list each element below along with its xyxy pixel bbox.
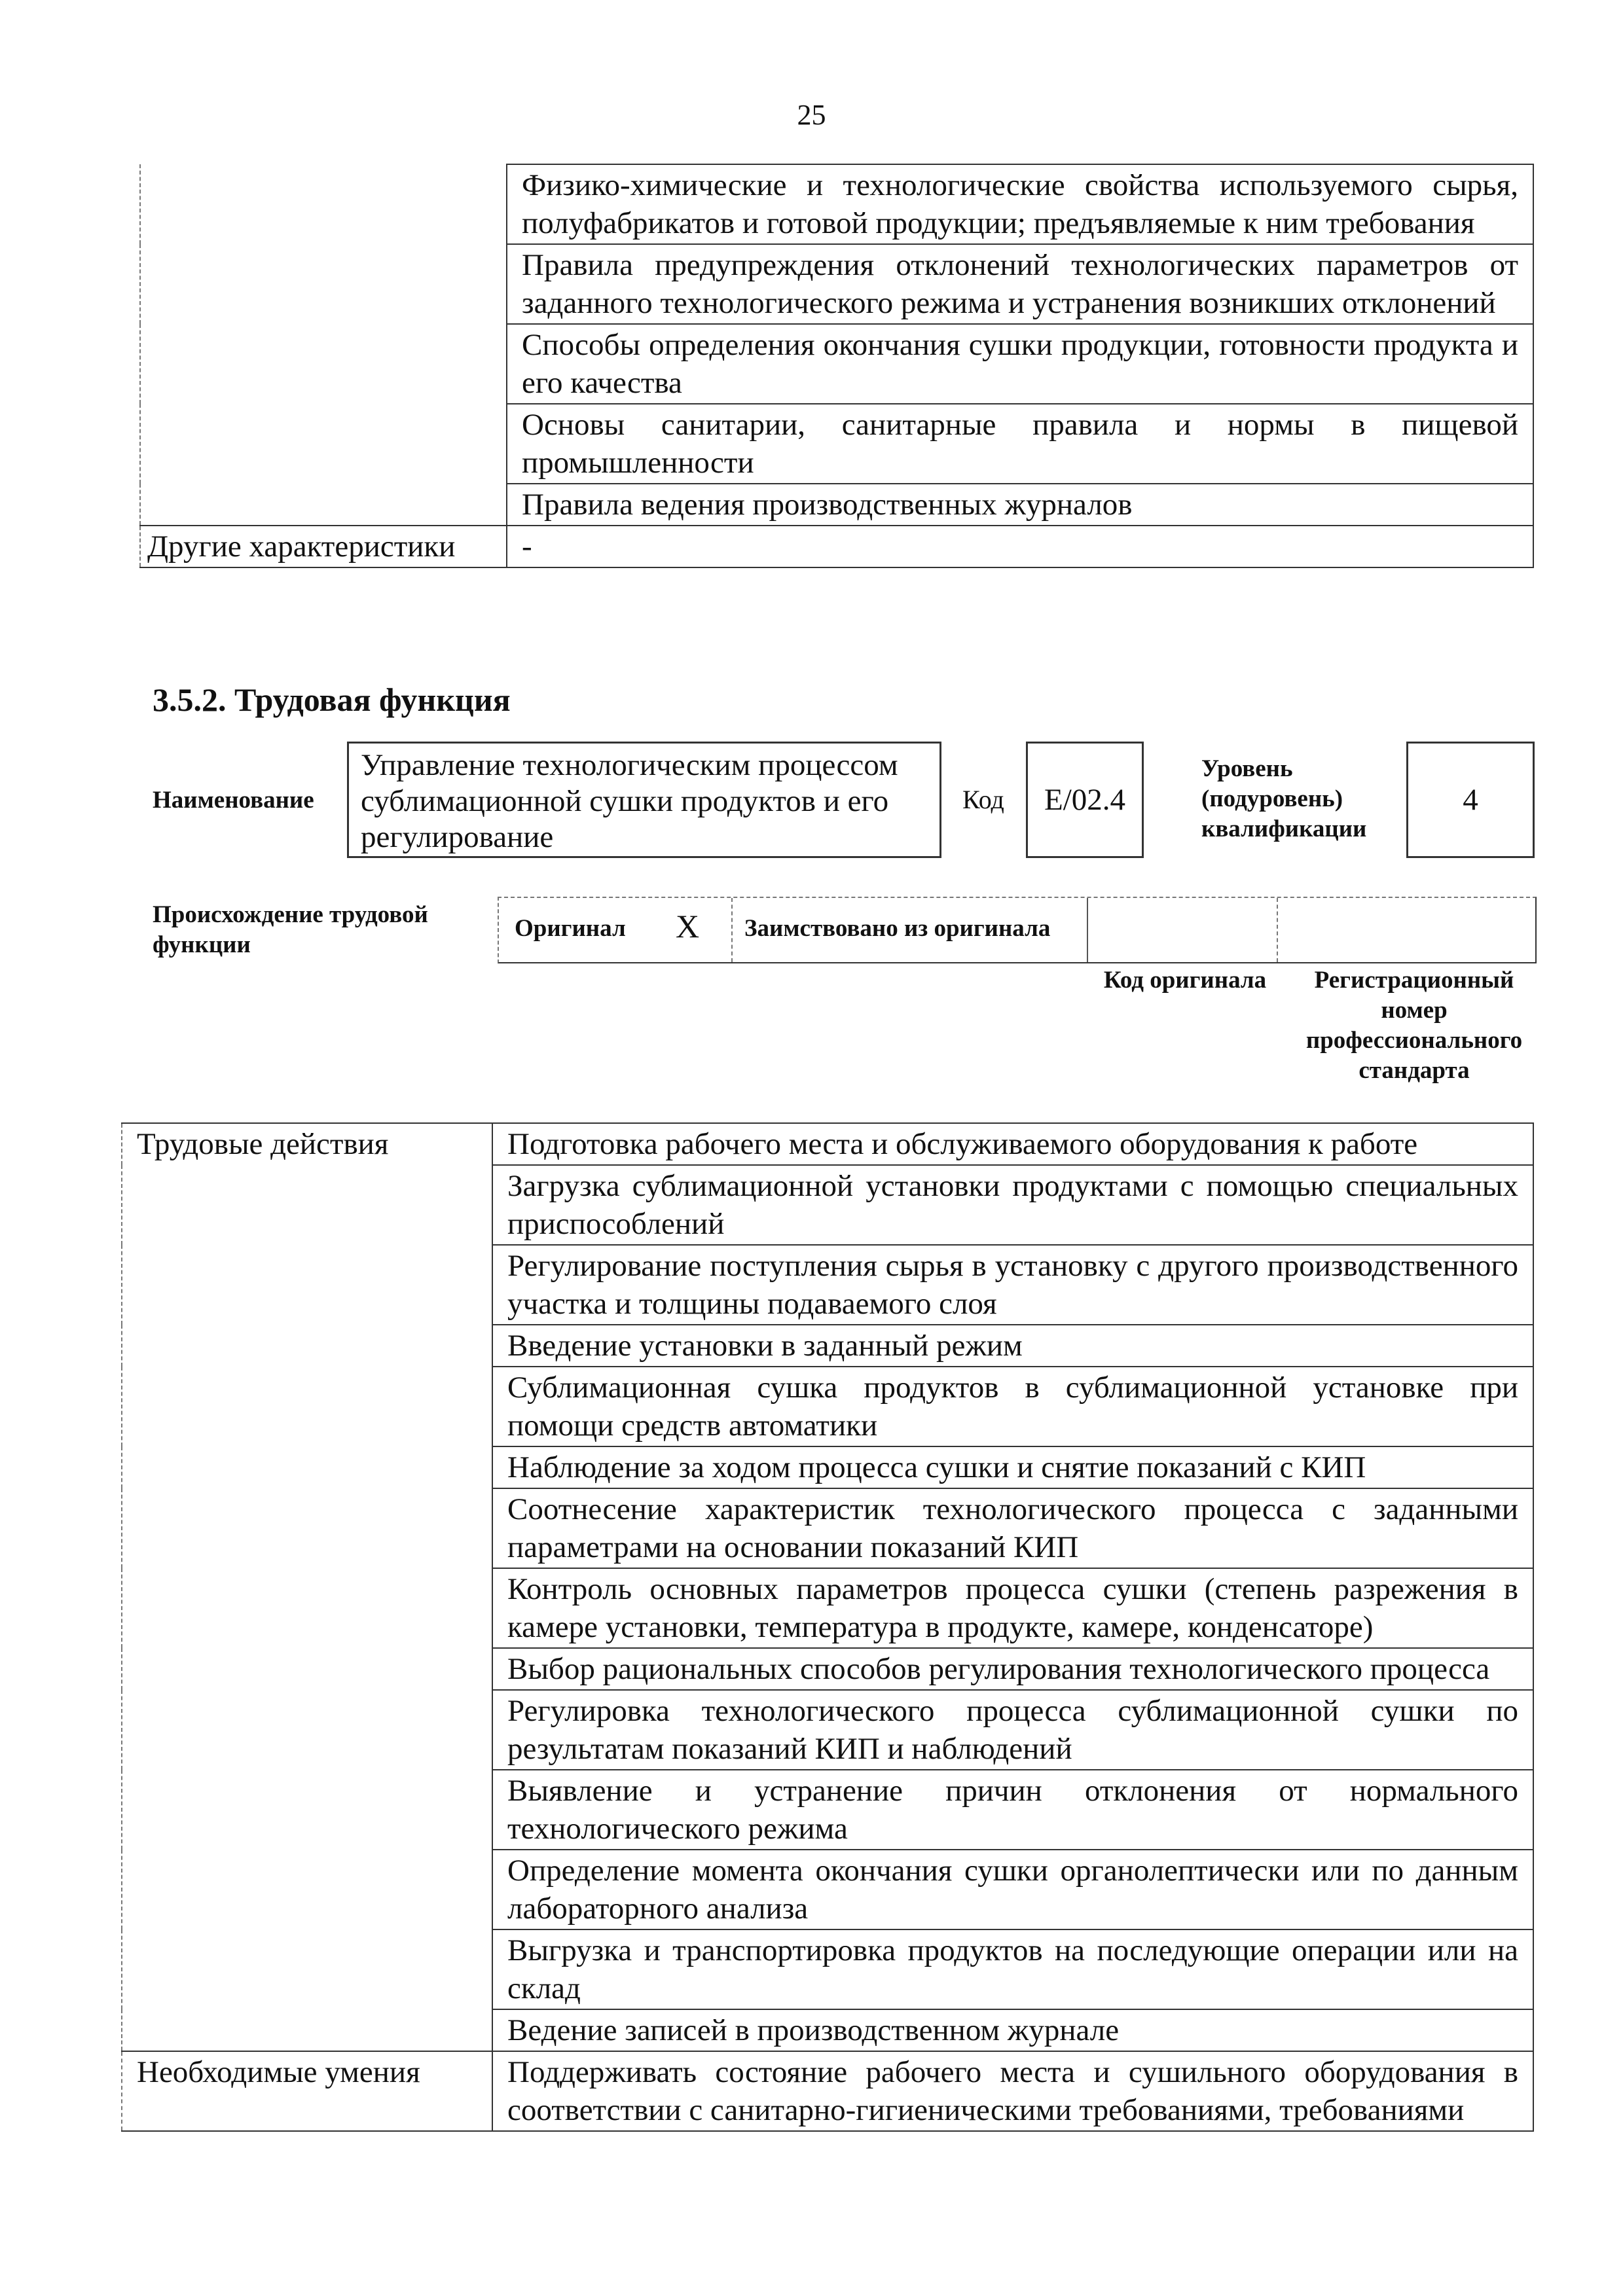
actions-label-cell: Трудовые действия: [122, 1123, 492, 2051]
original-mark: X: [676, 908, 700, 944]
action-item: Контроль основных параметров процесса сушки (степень разрежения в камере установки, температура в продукте, камере, конденсаторе): [492, 1568, 1533, 1648]
divider: [731, 898, 733, 962]
borrowed-label: Заимствовано из оригинала: [744, 915, 1051, 942]
knowledge-item: Правила ведения производственных журналов: [507, 484, 1533, 526]
knowledge-item: Основы санитарии, санитарные правила и нормы в пищевой промышленности: [507, 404, 1533, 484]
code-value-box: E/02.4: [1026, 742, 1144, 858]
knowledge-item: Физико-химические и технологические свойства используемого сырья, полуфабрикатов и готовой продукции; предъявляемые к ним требования: [507, 164, 1533, 244]
action-item: Выгрузка и транспортировка продуктов на последующие операции или на склад: [492, 1929, 1533, 2009]
table-row: [140, 526, 1533, 567]
action-item: Ведение записей в производственном журнале: [492, 2009, 1533, 2051]
code-label: Код: [962, 785, 1004, 814]
level-value-box: 4: [1406, 742, 1535, 858]
knowledge-item: Способы определения окончания сушки продукции, готовности продукта и его качества: [507, 324, 1533, 404]
table-row: [122, 2051, 1533, 2131]
original-label: Оригинал: [515, 915, 626, 942]
actions-table: [121, 1122, 1534, 2132]
action-item: Подготовка рабочего места и обслуживаемого оборудования к работе: [492, 1123, 1533, 1165]
other-characteristics-label: Другие характеристики: [140, 526, 507, 567]
other-characteristics-value: -: [507, 526, 1533, 567]
action-item: Введение установки в заданный режим: [492, 1325, 1533, 1367]
skills-label-cell: Необходимые умения: [122, 2051, 492, 2131]
table-row: [140, 164, 1533, 244]
action-item: Определение момента окончания сушки органолептически или по данным лабораторного анализа: [492, 1850, 1533, 1929]
page-number: 25: [797, 99, 826, 131]
origin-label: Происхождение трудовой функции: [153, 901, 428, 958]
skill-item: Поддерживать состояние рабочего места и сушильного оборудования в соответствии с санитарно-гигиеническими требованиями, требованиями: [492, 2051, 1533, 2131]
action-item: Регулирование поступления сырья в установку с другого производственного участка и толщины подаваемого слоя: [492, 1245, 1533, 1325]
table-row: [122, 1123, 1533, 1165]
action-item: Регулировка технологического процесса сублимационной сушки по результатам показаний КИП и наблюдений: [492, 1690, 1533, 1770]
knowledge-table: [139, 164, 1534, 568]
code-caption: Код оригинала: [1103, 967, 1267, 994]
action-item: Загрузка сублимационной установки продуктами с помощью специальных приспособлений: [492, 1165, 1533, 1245]
name-label: Наименование: [153, 787, 314, 814]
action-item: Наблюдение за ходом процесса сушки и снятие показаний с КИП: [492, 1446, 1533, 1488]
level-label: Уровень (подуровень) квалификации: [1201, 755, 1367, 842]
divider: [1087, 898, 1088, 962]
action-item: Сублимационная сушка продуктов в сублимационной установке при помощи средств автоматики: [492, 1367, 1533, 1446]
knowledge-item: Правила предупреждения отклонений технологических параметров от заданного технологического режима и устранения возникших отклонений: [507, 244, 1533, 324]
knowledge-label-cell: [140, 164, 507, 526]
function-name-box: Управление технологическим процессом сублимационной сушки продуктов и его регулирование: [347, 742, 941, 858]
section-heading: 3.5.2. Трудовая функция: [153, 681, 511, 718]
divider: [1277, 898, 1278, 962]
origin-row: [498, 897, 1537, 963]
action-item: Выявление и устранение причин отклонения от нормального технологического режима: [492, 1770, 1533, 1850]
action-item: Выбор рациональных способов регулирования технологического процесса: [492, 1648, 1533, 1690]
action-item: Соотнесение характеристик технологического процесса с заданными параметрами на основании показаний КИП: [492, 1488, 1533, 1568]
reg-caption: Регистрационный номер профессионального стандарта: [1305, 967, 1523, 1084]
